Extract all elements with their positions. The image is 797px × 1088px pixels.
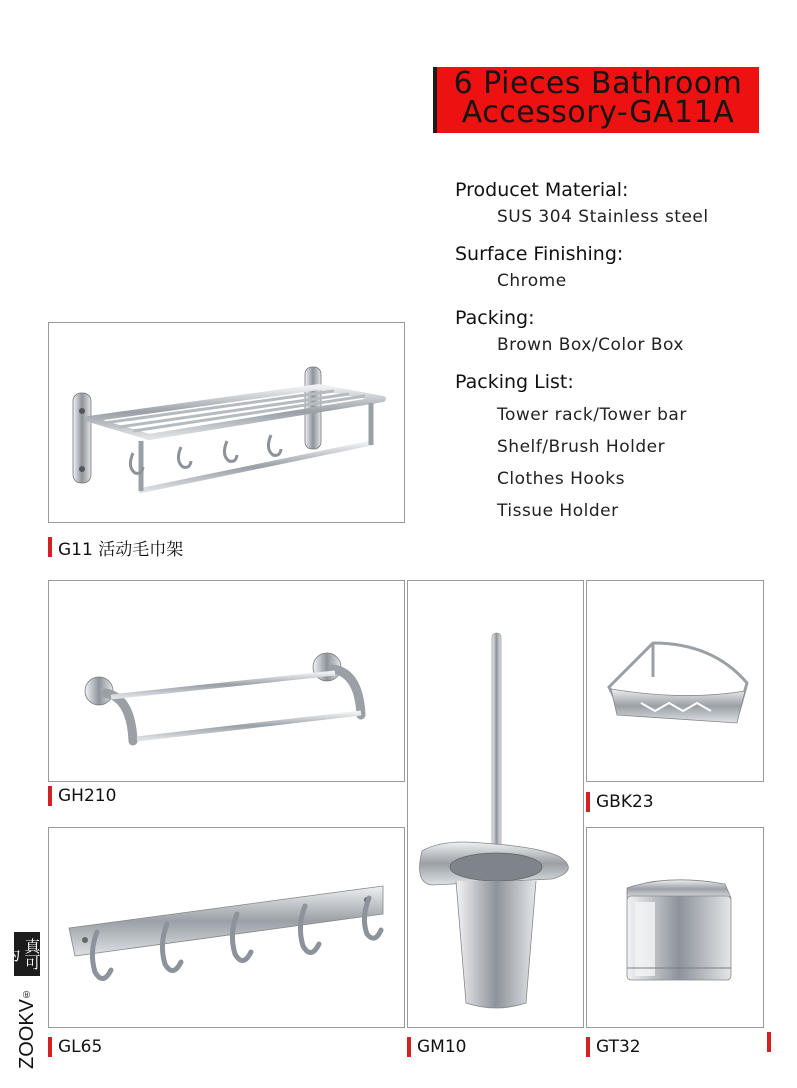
- caption-gm10: [407, 1037, 466, 1057]
- caption-marker: [586, 1037, 590, 1057]
- corner-shelf-illustration: [587, 581, 763, 781]
- caption-marker: [48, 1037, 52, 1057]
- packing-value: Brown Box/Color Box: [497, 335, 684, 355]
- packing-list-item: Tower rack/Tower bar: [497, 405, 687, 425]
- caption-marker: [407, 1037, 411, 1057]
- tissue-holder-illustration: [587, 828, 763, 1027]
- spec-block: [455, 178, 785, 536]
- brand-latin-text: ZOOKV: [16, 998, 38, 1069]
- product-frame-gbk23: [586, 580, 764, 782]
- caption-text: GBK23: [596, 792, 654, 812]
- brand-registered-mark: ®: [21, 987, 32, 999]
- packing-list-heading: Packing List:: [455, 371, 574, 393]
- material-heading: Producet Material:: [455, 179, 629, 201]
- caption-gl65: [48, 1037, 102, 1057]
- material-value: SUS 304 Stainless steel: [497, 207, 709, 227]
- caption-text: GT32: [596, 1037, 641, 1057]
- hook-rail-illustration: [49, 828, 404, 1027]
- caption-gh210: [48, 786, 116, 806]
- caption-text: GM10: [417, 1037, 467, 1057]
- product-frame-gm10: [407, 580, 584, 1028]
- caption-text: GL65: [58, 1037, 103, 1057]
- brand-chinese: 真可为: [14, 932, 40, 976]
- title-text: [437, 66, 759, 130]
- toilet-brush-illustration: [408, 581, 583, 1027]
- towel-bar-illustration: [49, 581, 404, 781]
- brand-latin: [14, 978, 40, 1078]
- caption-gt32: [586, 1037, 641, 1057]
- finishing-heading: Surface Finishing:: [455, 243, 624, 265]
- title-line-2: Accessory-GA11A: [461, 95, 735, 130]
- title-banner: [433, 67, 759, 133]
- product-frame-g11: [48, 322, 405, 523]
- caption-gbk23: [586, 792, 654, 812]
- title-line-1: 6 Pieces Bathroom: [453, 66, 743, 101]
- packing-list-item: Tissue Holder: [497, 501, 619, 521]
- brand-logo: [2, 932, 40, 1078]
- caption-text: GH210: [58, 786, 117, 806]
- packing-heading: Packing:: [455, 307, 535, 329]
- packing-list-item: Shelf/Brush Holder: [497, 437, 666, 457]
- finishing-value: Chrome: [497, 271, 567, 291]
- towel-rack-illustration: [49, 323, 404, 522]
- product-frame-gt32: [586, 827, 764, 1028]
- packing-list-item: Clothes Hooks: [497, 469, 625, 489]
- product-frame-gh210: [48, 580, 405, 782]
- edge-marker: [767, 1032, 771, 1052]
- caption-marker: [586, 792, 590, 812]
- product-frame-gl65: [48, 827, 405, 1028]
- caption-g11: [48, 537, 184, 560]
- caption-marker: [48, 537, 52, 557]
- caption-text: G11 活动毛巾架: [58, 539, 184, 560]
- caption-marker: [48, 786, 52, 806]
